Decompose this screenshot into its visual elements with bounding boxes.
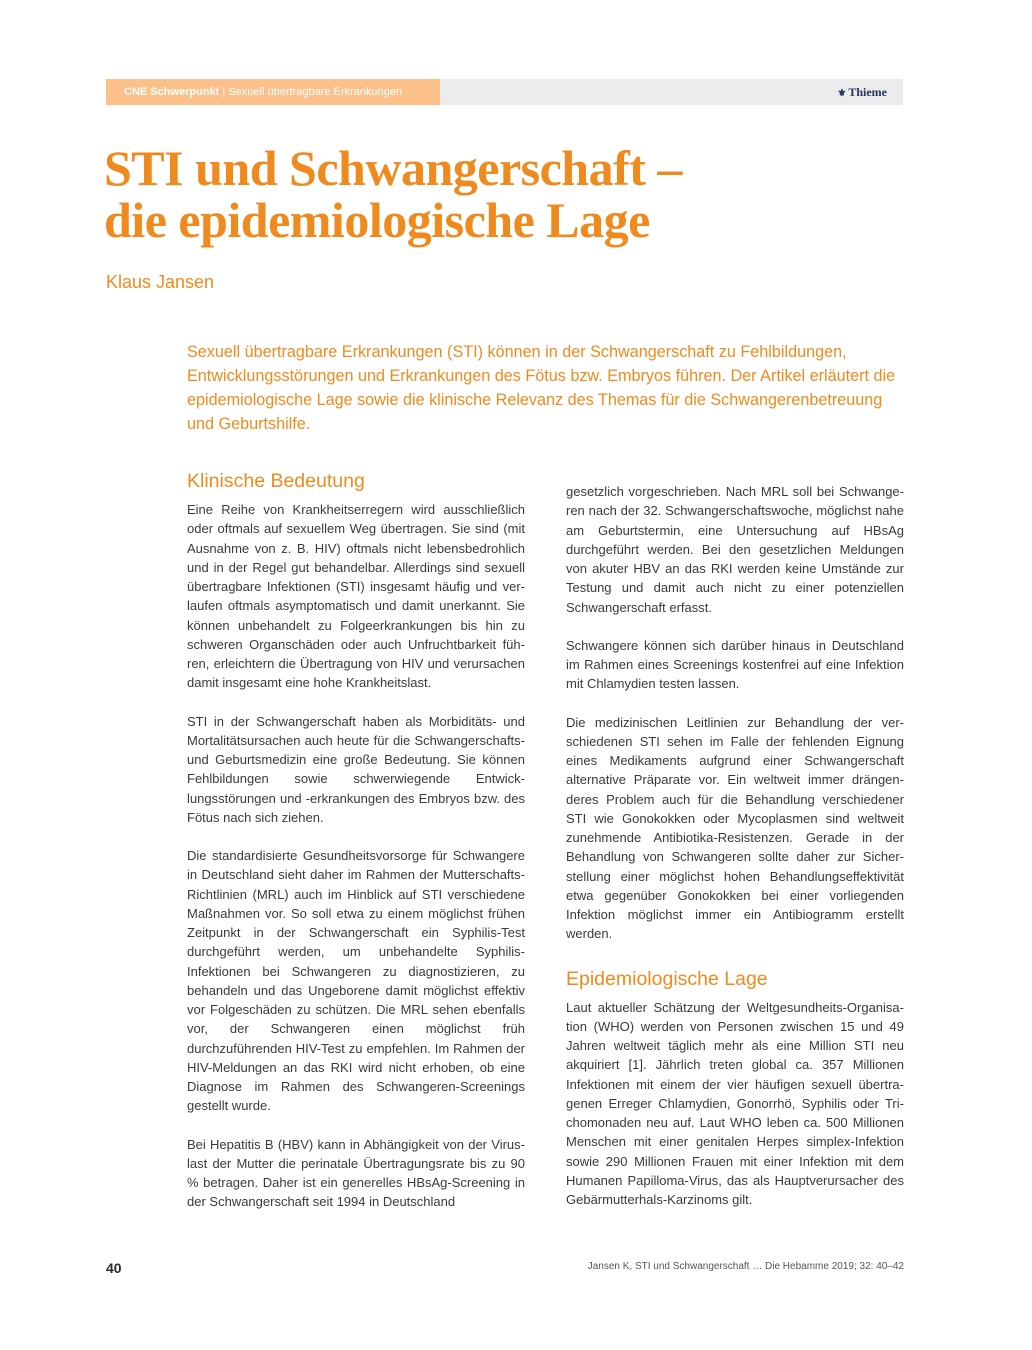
paragraph: gesetzlich vorgeschrieben. Nach MRL soll bei Schwangeren nach der 32. Schwangerschaftswoche, möglichst nahe am Geburtstermin, eine Untersuchung auf HBsAg durchgeführt werden. Bei den gesetzlichen Meldungen von akuter HBV an das RKI werden keine Umstände zur Testung und damit auch nicht zu einer potenziellen Schwangerschaft erfasst. xyxy=(566,484,904,615)
paragraph: Die medizinischen Leitlinien zur Behandlung der verschiedenen STI sehen im Falle der fehlenden Eignung eines Medikaments aufgrund einer Schwangerschaft alternative Präparate vor. Ein weltweit immer drängenderes Problem auch für die Behandlung verschiedener STI wie Gonokokken oder Mycoplasmen sind weltweit zunehmende Antibiotika-Resistenzen. Gerade in der Behandlung von Schwangeren sollte daher zur Sicherstellung einer möglichst hohen Behandlungseffektivität etwa gegenüber Gonokokken bei einer vorliegenden Infektion möglichst immer ein Antibiogramm erstellt werden. xyxy=(566,714,904,942)
page-number: 40 xyxy=(106,1260,122,1276)
section-label xyxy=(106,79,440,105)
article-lead: Sexuell übertragbare Erkrankungen (STI) können in der Schwangerschaft zu Fehlbildungen, Entwicklungsstörungen und Erkrankungen des Fötus bzw. Embryos führen. Der Artikel erläutert die epidemiologische Lage sowie die klinische Relevanz des Themas für die Schwangerenbetreuung und Geburtshilfe. xyxy=(187,343,896,433)
paragraph: Laut aktueller Schätzung der Weltgesundheits-Organisation (WHO) werden von Personen zwischen 15 und 49 Jahren weltweit täglich mehr als eine Million STI neu akquiriert [1]. Jährlich treten global ca. 357 Millionen Infektionen mit einem der vier häufigen sexuell übertragenen Erreger Chlamydien, Gonorrhö, Syphilis oder Trichomonaden neu auf. Laut WHO leben ca. 500 Millionen Menschen mit einer genitalen Herpes simplex-Infektion sowie 290 Millionen Frauen mit einer Infektion mit dem Humanen Papilloma-Virus, das als Hauptverursacher des Gebärmutterhals-Karzinoms gilt. xyxy=(566,999,904,1207)
publisher-name: Thieme xyxy=(848,85,887,99)
title-line-1: STI und Schwangerschaft – xyxy=(104,140,682,196)
section-heading-epidemiologische-lage: Epidemiologische Lage xyxy=(566,967,768,990)
section-heading-klinische-bedeutung: Klinische Bedeutung xyxy=(187,470,365,492)
right-column xyxy=(566,482,904,1228)
article-title xyxy=(104,142,904,246)
paragraph: Eine Reihe von Krankheitserregern wird ausschließlich oder oftmals auf sexuellem Weg übertragen. Sie sind (mit Ausnahme von z. B. HIV) oftmals nicht lebensbedrohlich und in der Regel gut behandelbar. Allerdings sind sexuell übertragbare Infektionen (STI) insgesamt häufig und verlaufen oftmals asymptomatisch und damit unerkannt. Sie können unbehandelt zu Folgeerkrankungen bis hin zu schweren Organschäden oder auch Unfruchtbarkeit führen, erleichtern die Übertragung von HIV und verursachen damit insgesamt eine hohe Krankheitslast. xyxy=(187,502,525,691)
footer-citation: Jansen K, STI und Schwangerschaft … Die Hebamme 2019; 32: 40–42 xyxy=(587,1261,904,1272)
paragraph: Bei Hepatitis B (HBV) kann in Abhängigkeit von der Viruslast der Mutter die perinatale Übertragungsrate bis zu 90 % betragen. Daher ist ein generelles HBsAg-Screening in der Schwangerschaft seit 1994 in Deutschland xyxy=(187,1136,525,1210)
running-header xyxy=(106,79,903,105)
publisher-logo xyxy=(837,79,887,105)
section-name: CNE Schwerpunkt xyxy=(124,86,220,98)
section-separator: | xyxy=(222,86,226,98)
thieme-icon: ⚜ xyxy=(837,88,847,99)
paragraph: STI in der Schwangerschaft haben als Morbiditäts- und Mortalitätsursachen auch heute für die Schwangerschafts- und Geburtsmedizin eine große Bedeutung. Sie können Fehlbildungen sowie schwerwiegende Entwicklungsstörungen und -erkrankungen des Embryos bzw. des Fötus nach sich ziehen. xyxy=(187,713,525,825)
left-column xyxy=(187,468,525,1231)
title-line-2: die epidemiologische Lage xyxy=(104,192,650,248)
section-topic: Sexuell übertragbare Erkrankungen xyxy=(228,86,403,98)
author-name: Klaus Jansen xyxy=(106,272,215,292)
paragraph: Die standardisierte Gesundheitsvorsorge für Schwangere in Deutschland sieht daher im Rahmen der Mutterschafts-Richtlinien (MRL) auch im Hinblick auf STI verschiedene Maßnahmen vor. So soll etwa zu einem möglichst frühen Zeitpunkt in der Schwangerschaft ein Syphilis-Test durchgeführt werden, um unbehandelte Syphilis-Infektionen bei Schwangeren zu diagnostizieren, zu behandeln und das Ungeborene damit möglichst effektiv vor Folgeschäden zu schützen. Die MRL sehen ebenfalls vor, der Schwangeren einen möglichst früh durchzuführenden HIV-Test zu empfehlen. Im Rahmen der HIV-Meldungen an das RKI wird nicht erhoben, ob eine Diagnose im Rahmen des Schwangeren-Screenings gestellt wurde. xyxy=(187,848,525,1114)
paragraph: Schwangere können sich darüber hinaus in Deutschland im Rahmen eines Screenings kostenfrei auf eine Infektion mit Chlamydien testen lassen. xyxy=(566,637,904,692)
